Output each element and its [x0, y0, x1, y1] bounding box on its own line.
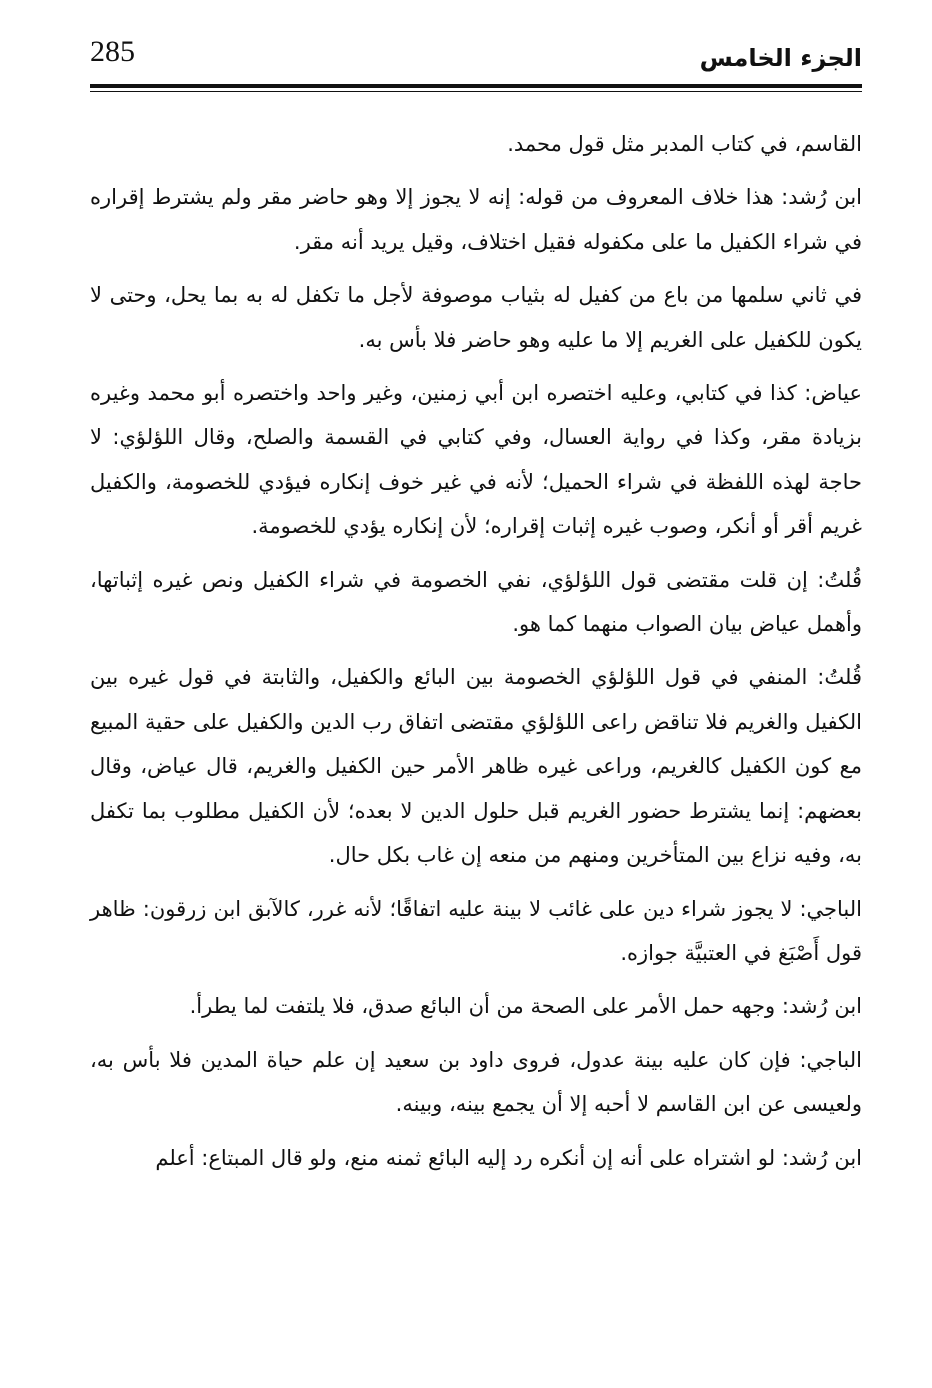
paragraph: قُلتُ: إن قلت مقتضى قول اللؤلؤي، نفي الخصومة في شراء الكفيل ونص غيره إثباتها، وأهمل عياض بيان الصواب منهما كما هو. [90, 567, 862, 637]
header-rule-thin [90, 91, 862, 92]
paragraph: عياض: كذا في كتابي، وعليه اختصره ابن أبي زمنين، وغير واحد واختصره أبو محمد وغيره بزيادة مقر، وكذا في رواية العسال، وفي كتابي في القسمة والصلح، وقال اللؤلؤي: لا حاجة لهذه اللفظة في شراء الحميل؛ لأنه في غير خوف إنكاره فيؤدي للخصومة، والكفيل غريم أقر أو أنكر، وصوب غيره إثبات إقراره؛ لأن إنكاره يؤدي للخصومة. [90, 381, 862, 539]
running-title: الجزء الخامس [699, 44, 862, 72]
header-rule-thick [90, 84, 862, 88]
paragraph: الباجي: لا يجوز شراء دين على غائب لا بينة عليه اتفاقًا؛ لأنه غرر، كالآبق ابن زرقون: ظاهر قول أَصْبَغ في العتبيَّة جوازه. [90, 896, 862, 965]
body-text [90, 122, 862, 1180]
paragraph: القاسم، في كتاب المدبر مثل قول محمد. [507, 132, 862, 156]
paragraph: الباجي: فإن كان عليه بينة عدول، فروى داود بن سعيد إن علم حياة المدين فلا بأس به، ولعيسى عن ابن القاسم لا أحبه إلا أن يجمع بينه، وبينه. [90, 1047, 862, 1117]
page-header [90, 30, 862, 90]
paragraph: في ثاني سلمها من باع من كفيل له بثياب موصوفة لأجل ما تكفل له به بما يحل، وحتى لا يكون للكفيل على الغريم إلا ما عليه وهو حاضر فلا بأس به. [90, 283, 862, 352]
paragraph: ابن رُشد: هذا خلاف المعروف من قوله: إنه لا يجوز إلا وهو حاضر مقر ولم يشترط إقراره في شراء الكفيل ما على مكفوله فقيل اختلاف، وقيل يريد أنه مقر. [90, 185, 862, 254]
paragraph: ابن رُشد: لو اشتراه على أنه إن أنكره رد إليه البائع ثمنه منع، ولو قال المبتاع: أعلم [155, 1145, 862, 1170]
paragraph: ابن رُشد: وجهه حمل الأمر على الصحة من أن البائع صدق، فلا يلتفت لما يطرأ. [189, 994, 862, 1019]
page-number: 285 [90, 35, 135, 68]
paragraph: قُلتُ: المنفي في قول اللؤلؤي الخصومة بين البائع والكفيل، والثابتة في قول غيره بين الكفيل والغريم فلا تناقض راعى اللؤلؤي مقتضى اتفاق رب الدين والكفيل على حقية المبيع مع كون الكفيل كالغريم، وراعى غيره ظاهر الأمر حين الكفيل والغريم، قال عياض، وقال بعضهم: إنما يشترط حضور الغريم قبل حلول الدين لا بعده؛ لأن الكفيل مطلوب بما تكفل به، وفيه نزاع بين المتأخرين ومنهم من منعه إن غاب بكل حال. [90, 665, 862, 868]
